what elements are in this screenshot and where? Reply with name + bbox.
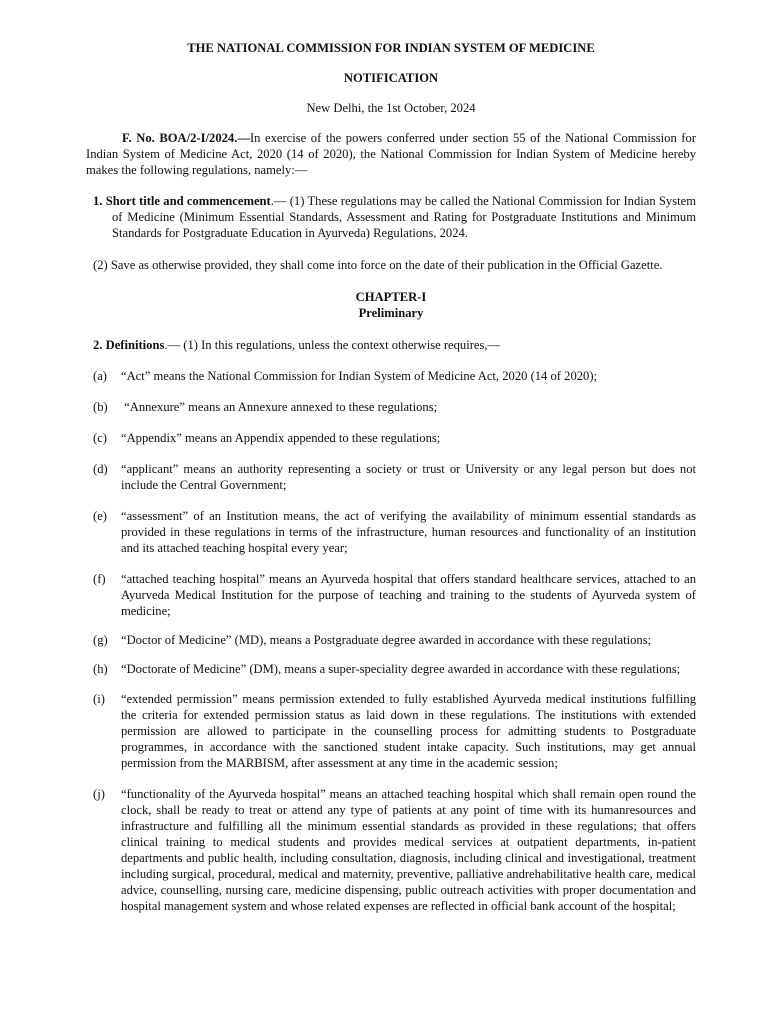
section-1-paragraph (86, 193, 696, 241)
date-line: New Delhi, the 1st October, 2024 (306, 101, 476, 115)
definition-letter: (j) (93, 787, 105, 801)
definition-item-g (86, 632, 696, 648)
definition-item-c (86, 430, 696, 446)
section-1-title: Short title and commencement (105, 194, 271, 208)
section-1-number: 1. (93, 194, 103, 208)
definition-item-d (86, 461, 696, 493)
definition-item-f (86, 571, 696, 619)
definition-letter: (a) (93, 369, 107, 383)
definition-letter: (d) (93, 462, 108, 476)
definition-text: “attached teaching hospital” means an Ayurveda hospital that offers standard healthcare services, attached to an Ayurveda Medical Institution for the purpose of teaching and training to the students of Ayurveda system of medicine; (121, 572, 696, 618)
definition-item-h (86, 661, 696, 677)
definition-text: “extended permission” means permission extended to fully established Ayurveda medical institutions fulfilling the criteria for extended permission status as laid down in these regulations. The institutions with extended permission are allowed to participate in the counselling process for admitting students to Postgraduate programmes, in accordance with the sanctioned student intake capacity. Such institutions, may get annual permission from the MARBISM, after assessment at any time in the academic session; (121, 692, 696, 770)
definition-letter: (e) (93, 509, 107, 523)
preamble-text: In exercise of the powers conferred under section 55 of the National Commission for Indian System of Medicine Act, 2020 (14 of 2020), the National Commission for Indian System of Medicine hereby makes the following regulations, namely:— (86, 131, 696, 177)
definition-text: “Act” means the National Commission for Indian System of Medicine Act, 2020 (14 of 2020); (121, 369, 598, 383)
definition-text: “Doctor of Medicine” (MD), means a Postgraduate degree awarded in accordance with these regulations; (121, 633, 652, 647)
definition-item-a (86, 368, 696, 384)
commission-title: THE NATIONAL COMMISSION FOR INDIAN SYSTEM OF MEDICINE (187, 41, 595, 55)
section-1-subsection-2: (2) Save as otherwise provided, they shall come into force on the date of their publication in the Official Gazette. (93, 258, 663, 272)
definition-letter: (b) (93, 400, 108, 414)
definition-item-e (86, 508, 696, 556)
definition-item-j (86, 786, 696, 914)
definition-letter: (i) (93, 692, 105, 706)
definition-letter: (g) (93, 633, 108, 647)
definition-text: “Doctorate of Medicine” (DM), means a super-speciality degree awarded in accordance with these regulations; (121, 662, 681, 676)
notification-heading: NOTIFICATION (343, 71, 439, 85)
definition-text: “applicant” means an authority representing a society or trust or University or any legal person but does not include the Central Government; (121, 462, 696, 492)
chapter-subtitle: Preliminary (358, 306, 424, 320)
definition-text: “Appendix” means an Appendix appended to these regulations; (121, 431, 441, 445)
definition-letter: (h) (93, 662, 108, 676)
preamble-paragraph (86, 130, 696, 178)
definition-text: “functionality of the Ayurveda hospital” means an attached teaching hospital which shall remain open round the clock, shall be ready to treat or attend any type of patients at any point of time with its humanresources and infrastructure and fulfilling all the minimum essential standards as provided in these regulations; that offers clinical training to medical students and provides medical services at outpatient departments, in-patient departments and public health, including consultation, diagnosis, including clinical and investigational, treatment including surgical, procedural, medical and maternity, preventive, palliative andrehabilitative health care, medical advice, counselling, nursing care, medicine dispensing, public outreach activities with proper documentation and hospital management system and whose related expenses are reflected in official bank account of the hospital; (121, 787, 696, 913)
definition-letter: (c) (93, 431, 107, 445)
section-2-number: 2. (93, 338, 103, 352)
document-page (86, 40, 696, 914)
section-1-text: .— (1) These regulations may be called the National Commission for Indian System of Medicine (Minimum Essential Standards, Assessment and Rating for Postgraduate Institutions and Minimum Standards for Postgraduate Education in Ayurveda) Regulations, 2024. (112, 194, 696, 240)
chapter-title: CHAPTER-I (355, 290, 427, 304)
definition-item-i (86, 691, 696, 771)
definition-item-b (86, 399, 696, 415)
definition-text: “Annexure” means an Annexure annexed to these regulations; (121, 400, 438, 414)
section-2-title: Definitions (105, 338, 165, 352)
section-2-text: .— (1) In this regulations, unless the context otherwise requires,— (164, 338, 501, 352)
file-number: F. No. BOA/2-I/2024.— (122, 131, 250, 145)
definition-letter: (f) (93, 572, 106, 586)
section-2-paragraph (86, 337, 696, 353)
definition-text: “assessment” of an Institution means, the act of verifying the availability of minimum essential standards as provided in these regulations in terms of the infrastructure, human resources and functionality of an institution and its attached teaching hospital every year; (121, 509, 696, 555)
